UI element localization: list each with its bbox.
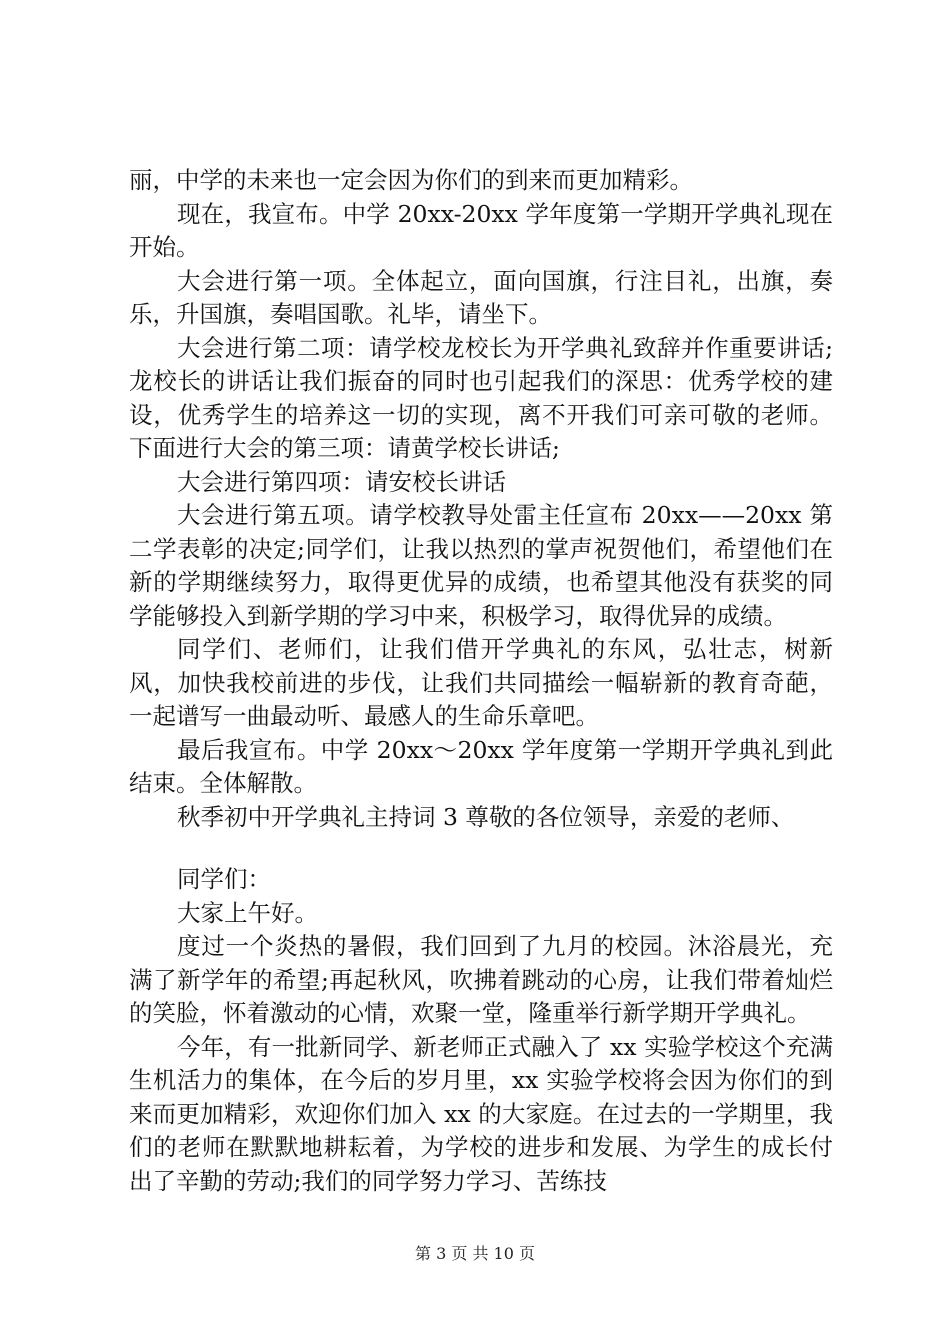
paragraph-item-two: 大会进行第二项：请学校龙校长为开学典礼致辞并作重要讲话;龙校长的讲话让我们振奋的同时也引起我们的深思：优秀学校的建设，优秀学生的培养这一切的实现，离不开我们可亲可敬的老师。下面进行大会的第三项：请黄学校长讲话; bbox=[129, 333, 833, 462]
paragraph-announce-start: 现在，我宣布。中学 20xx-20xx 学年度第一学期开学典礼现在开始。 bbox=[129, 199, 833, 261]
paragraph-this-year: 今年，有一批新同学、新老师正式融入了 xx 实验学校这个充满生机活力的集体，在今后的岁月里，xx 实验学校将会因为你们的到来而更加精彩，欢迎你们加入 xx 的大家庭。在过去的一学期里，我们的老师在默默地耕耘着，为学校的进步和发展、为学生的成长付出了辛勤的劳动;我们的同学努力学习、苦练技 bbox=[129, 1032, 833, 1195]
paragraph-item-one: 大会进行第一项。全体起立，面向国旗，行注目礼，出旗，奏乐，升国旗，奏唱国歌。礼毕，请坐下。 bbox=[129, 266, 833, 328]
paragraph-salutation: 同学们： bbox=[177, 865, 271, 893]
paragraph-item-four: 大会进行第四项：请安校长讲话 bbox=[177, 467, 506, 496]
paragraph-continuation: 丽，中学的未来也一定会因为你们的到来而更加精彩。 bbox=[129, 166, 693, 194]
paragraph-closing-call: 同学们、老师们，让我们借开学典礼的东风，弘壮志，树新风，加快我校前进的步伐，让我们共同描绘一幅崭新的教育奇葩，一起谱写一曲最动听、最感人的生命乐章吧。 bbox=[129, 635, 833, 730]
paragraph-announce-end: 最后我宣布。中学 20xx～20xx 学年度第一学期开学典礼到此结束。全体解散。 bbox=[129, 735, 833, 797]
page-number-footer: 第 3 页 共 10 页 bbox=[415, 1244, 535, 1263]
paragraph-item-five: 大会进行第五项。请学校教导处雷主任宣布 20xx——20xx 第二学表彰的决定;同学们，让我以热烈的掌声祝贺他们，希望他们在新的学期继续努力，取得更优异的成绩，也希望其他没有获奖的同学能够投入到新学期的学习中来，积极学习，取得优异的成绩。 bbox=[129, 501, 833, 630]
paragraph-greeting: 大家上午好。 bbox=[177, 898, 318, 927]
paragraph-summer: 度过一个炎热的暑假，我们回到了九月的校园。沐浴晨光，充满了新学年的希望;再起秋风，吹拂着跳动的心房，让我们带着灿烂的笑脸，怀着激动的心情，欢聚一堂，隆重举行新学期开学典礼。 bbox=[129, 932, 833, 1027]
document-body bbox=[129, 164, 833, 1198]
paragraph-section-title: 秋季初中开学典礼主持词 3 尊敬的各位领导，亲爱的老师、 bbox=[177, 802, 795, 831]
